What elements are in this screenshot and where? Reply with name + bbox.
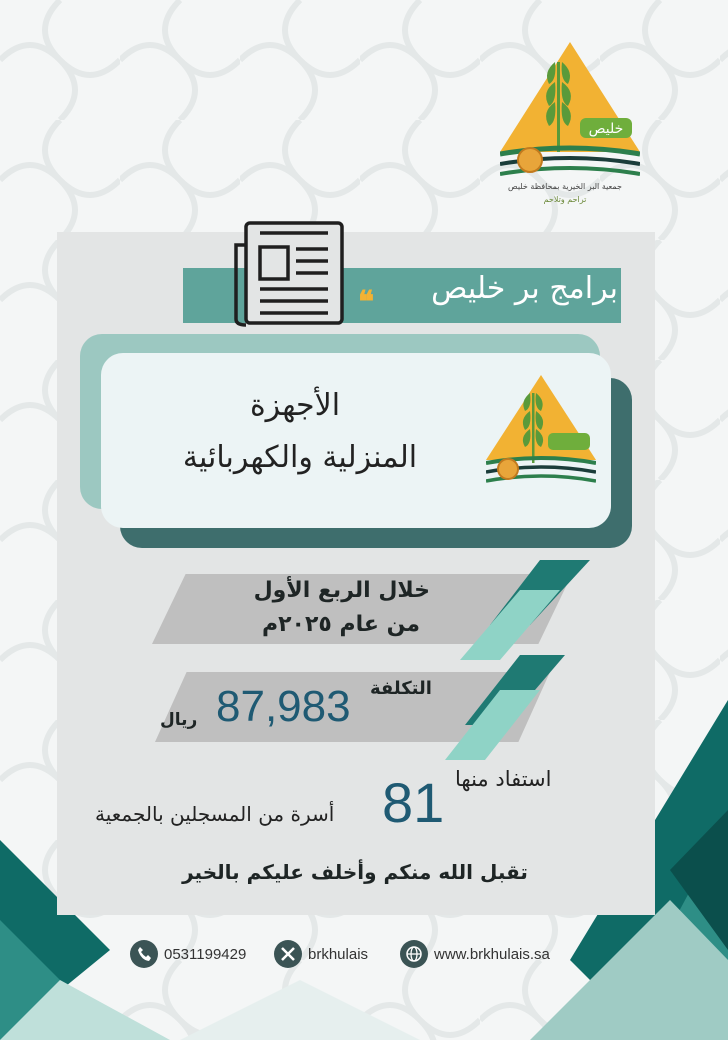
logo-name-text: خليص [588, 121, 624, 137]
x-contact[interactable] [274, 938, 368, 970]
beneficiaries-count: 81 [382, 771, 445, 834]
website-url: www.brkhulais.sa [434, 945, 550, 963]
charity-logo-small-icon [486, 375, 596, 495]
period-line2: من عام ٢٠٢٥م [262, 612, 420, 637]
phone-number: 0531199429 [164, 945, 247, 963]
program-title-line1: الأجهزة [249, 388, 341, 423]
banner-title: برامج بر خليص [431, 271, 618, 306]
cost-stripes [440, 655, 580, 760]
cost-label: التكلفة [370, 678, 432, 699]
x-logo-icon [274, 940, 302, 968]
phone-contact[interactable] [130, 938, 246, 970]
phone-icon [130, 940, 158, 968]
logo-slogan: تراحم وتلاحم [543, 195, 587, 204]
blessing-text: تقبل الله منكم وأخلف عليكم بالخير [182, 860, 528, 884]
globe-icon [400, 940, 428, 968]
program-title-line2: المنزلية والكهربائية [182, 440, 418, 475]
beneficiaries-label: استفاد منها [455, 767, 552, 791]
cost-value: 87,983 [216, 682, 351, 731]
footer-decoration [0, 980, 728, 1040]
x-handle: brkhulais [308, 945, 369, 963]
quote-mark-icon: ❝ [358, 285, 375, 320]
newspaper-icon [232, 221, 348, 329]
website-contact[interactable] [400, 938, 550, 970]
period-stripes [460, 560, 600, 660]
cost-currency: ريال [160, 710, 198, 730]
period-line1: خلال الربع الأول [253, 578, 430, 603]
beneficiaries-description: أسرة من المسجلين بالجمعية [95, 802, 335, 826]
logo-caption: جمعية البر الخيرية بمحافظة خليص [508, 182, 622, 191]
